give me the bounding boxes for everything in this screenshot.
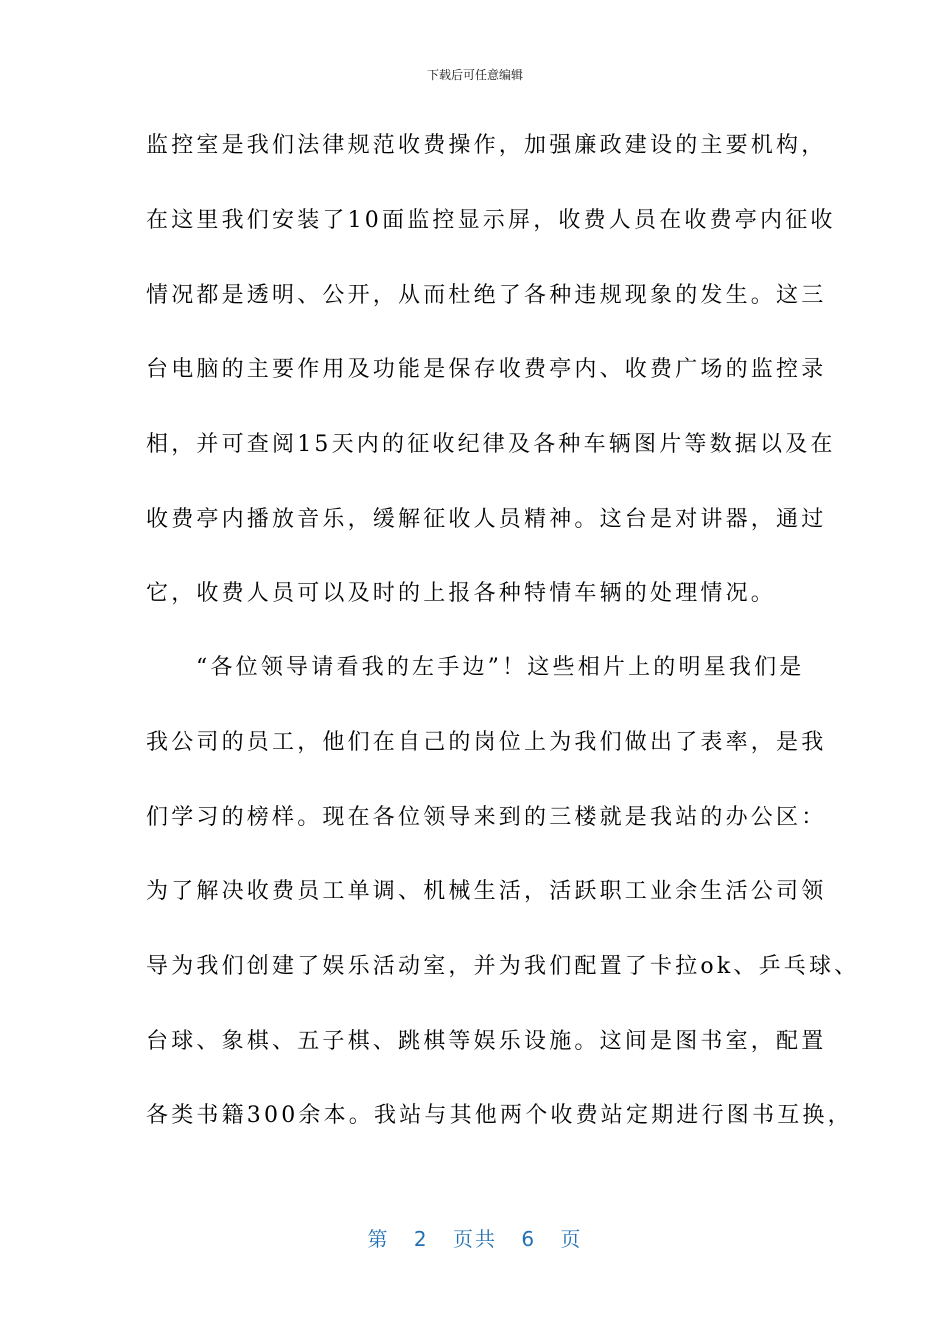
body-line-8: “各位领导请看我的左手边”！这些相片上的明星我们是 bbox=[196, 655, 805, 680]
body-line-12: 导为我们创建了娱乐活动室，并为我们配置了卡拉ok、乒乓球、 bbox=[146, 954, 860, 979]
body-line-14: 各类书籍300余本。我站与其他两个收费站定期进行图书互换， bbox=[146, 1103, 853, 1128]
body-line-11: 为了解决收费员工单调、机械生活，活跃职工业余生活公司领 bbox=[146, 879, 827, 904]
body-line-1: 监控室是我们法律规范收费操作，加强廉政建设的主要机构， bbox=[146, 133, 827, 158]
body-line-9: 我公司的员工，他们在自己的岗位上为我们做出了表率，是我 bbox=[146, 730, 827, 755]
body-line-3: 情况都是透明、公开，从而杜绝了各种违规现象的发生。这三 bbox=[146, 283, 827, 308]
body-line-13: 台球、象棋、五子棋、跳棋等娱乐设施。这间是图书室，配置 bbox=[146, 1029, 827, 1054]
body-line-4: 台电脑的主要作用及功能是保存收费亭内、收费广场的监控录 bbox=[146, 357, 827, 382]
body-line-10: 们学习的榜样。现在各位领导来到的三楼就是我站的办公区： bbox=[146, 805, 827, 830]
body-line-6: 收费亭内播放音乐，缓解征收人员精神。这台是对讲器，通过 bbox=[146, 507, 827, 532]
body-line-5: 相，并可查阅15天内的征收纪律及各种车辆图片等数据以及在 bbox=[146, 432, 836, 457]
page-footer: 第 2 页共 6 页 bbox=[367, 1227, 583, 1251]
body-line-2: 在这里我们安装了10面监控显示屏，收费人员在收费亭内征收 bbox=[146, 208, 836, 233]
page-header: 下载后可任意编辑 bbox=[426, 68, 523, 82]
body-line-7: 它，收费人员可以及时的上报各种特情车辆的处理情况。 bbox=[146, 581, 777, 606]
